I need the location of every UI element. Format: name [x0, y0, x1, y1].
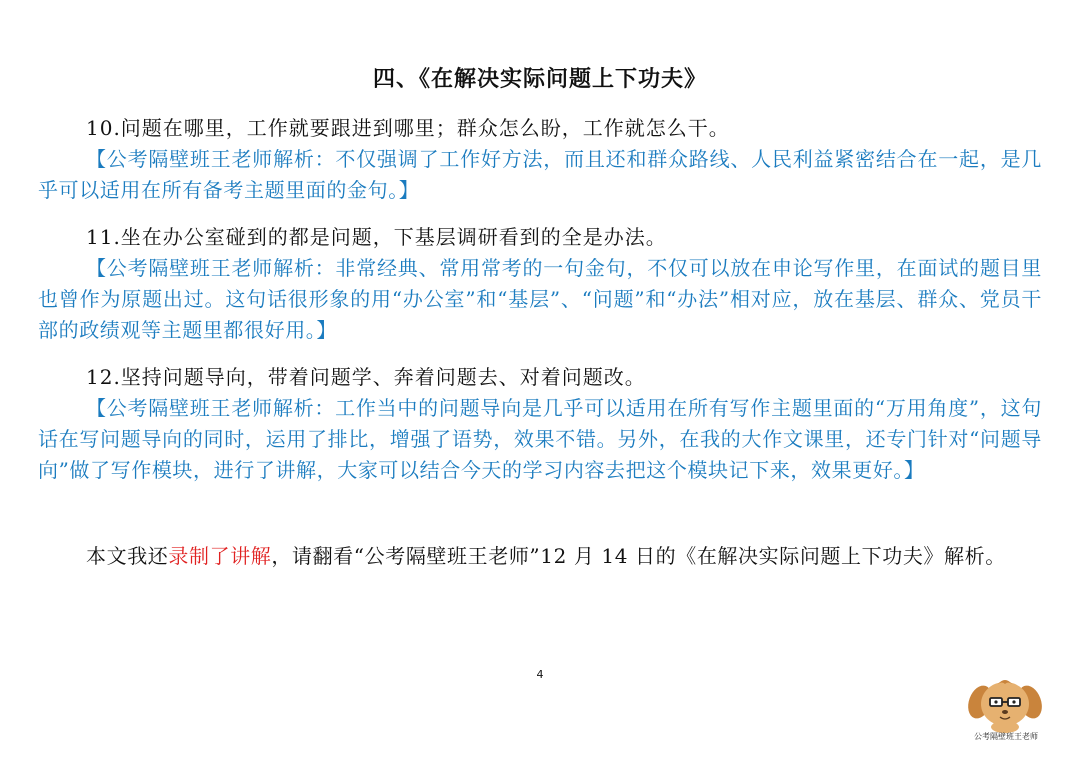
analysis-text: 【公考隔壁班王老师解析：工作当中的问题导向是几乎可以适用在所有写作主题里面的“万用角度”，这句话在写问题导向的同时，运用了排比，增强了语势，效果不错。另外，在我的大作文课里，还专门针对“问题导向”做了写作模块，进行了讲解，大家可以结合今天的学习内容去把这个模块记下来，效果更好。】 — [38, 396, 1042, 482]
quote-text: 12.坚持问题导向，带着问题学、奔着问题去、对着问题改。 — [86, 365, 646, 389]
logo-caption: 公考隔壁班王老师 — [974, 732, 1038, 741]
analysis-text: 【公考隔壁班王老师解析：非常经典、常用常考的一句金句，不仅可以放在申论写作里，在面试的题目里也曾作为原题出过。这句话很形象的用“办公室”和“基层”、“问题”和“办法”相对应，放在基层、群众、党员干部的政绩观等主题里都很好用。】 — [38, 256, 1042, 342]
section-heading: 四、《在解决实际问题上下功夫》 — [372, 67, 707, 92]
analysis-text: 【公考隔壁班王老师解析：不仅强调了工作好方法，而且还和群众路线、人民利益紧密结合在一起，是几乎可以适用在所有备考主题里面的金句。】 — [38, 147, 1042, 202]
closing-text-start: 本文我还 — [86, 544, 169, 568]
closing-text-end: ，请翻看“公考隔壁班王老师”12 月 14 日的《在解决实际问题上下功夫》解析。 — [271, 544, 1006, 568]
quote-item-10 — [38, 113, 1042, 206]
recorded-lecture-highlight: 录制了讲解 — [168, 544, 272, 568]
quote-text: 11.坐在办公室碰到的都是问题，下基层调研看到的全是办法。 — [86, 225, 667, 249]
quote-item-12 — [38, 362, 1042, 486]
quote-item-11 — [38, 222, 1042, 346]
quote-text: 10.问题在哪里，工作就要跟进到哪里；群众怎么盼，工作就怎么干。 — [86, 116, 730, 140]
closing-paragraph — [38, 541, 1042, 572]
page-number: 4 — [536, 668, 544, 681]
